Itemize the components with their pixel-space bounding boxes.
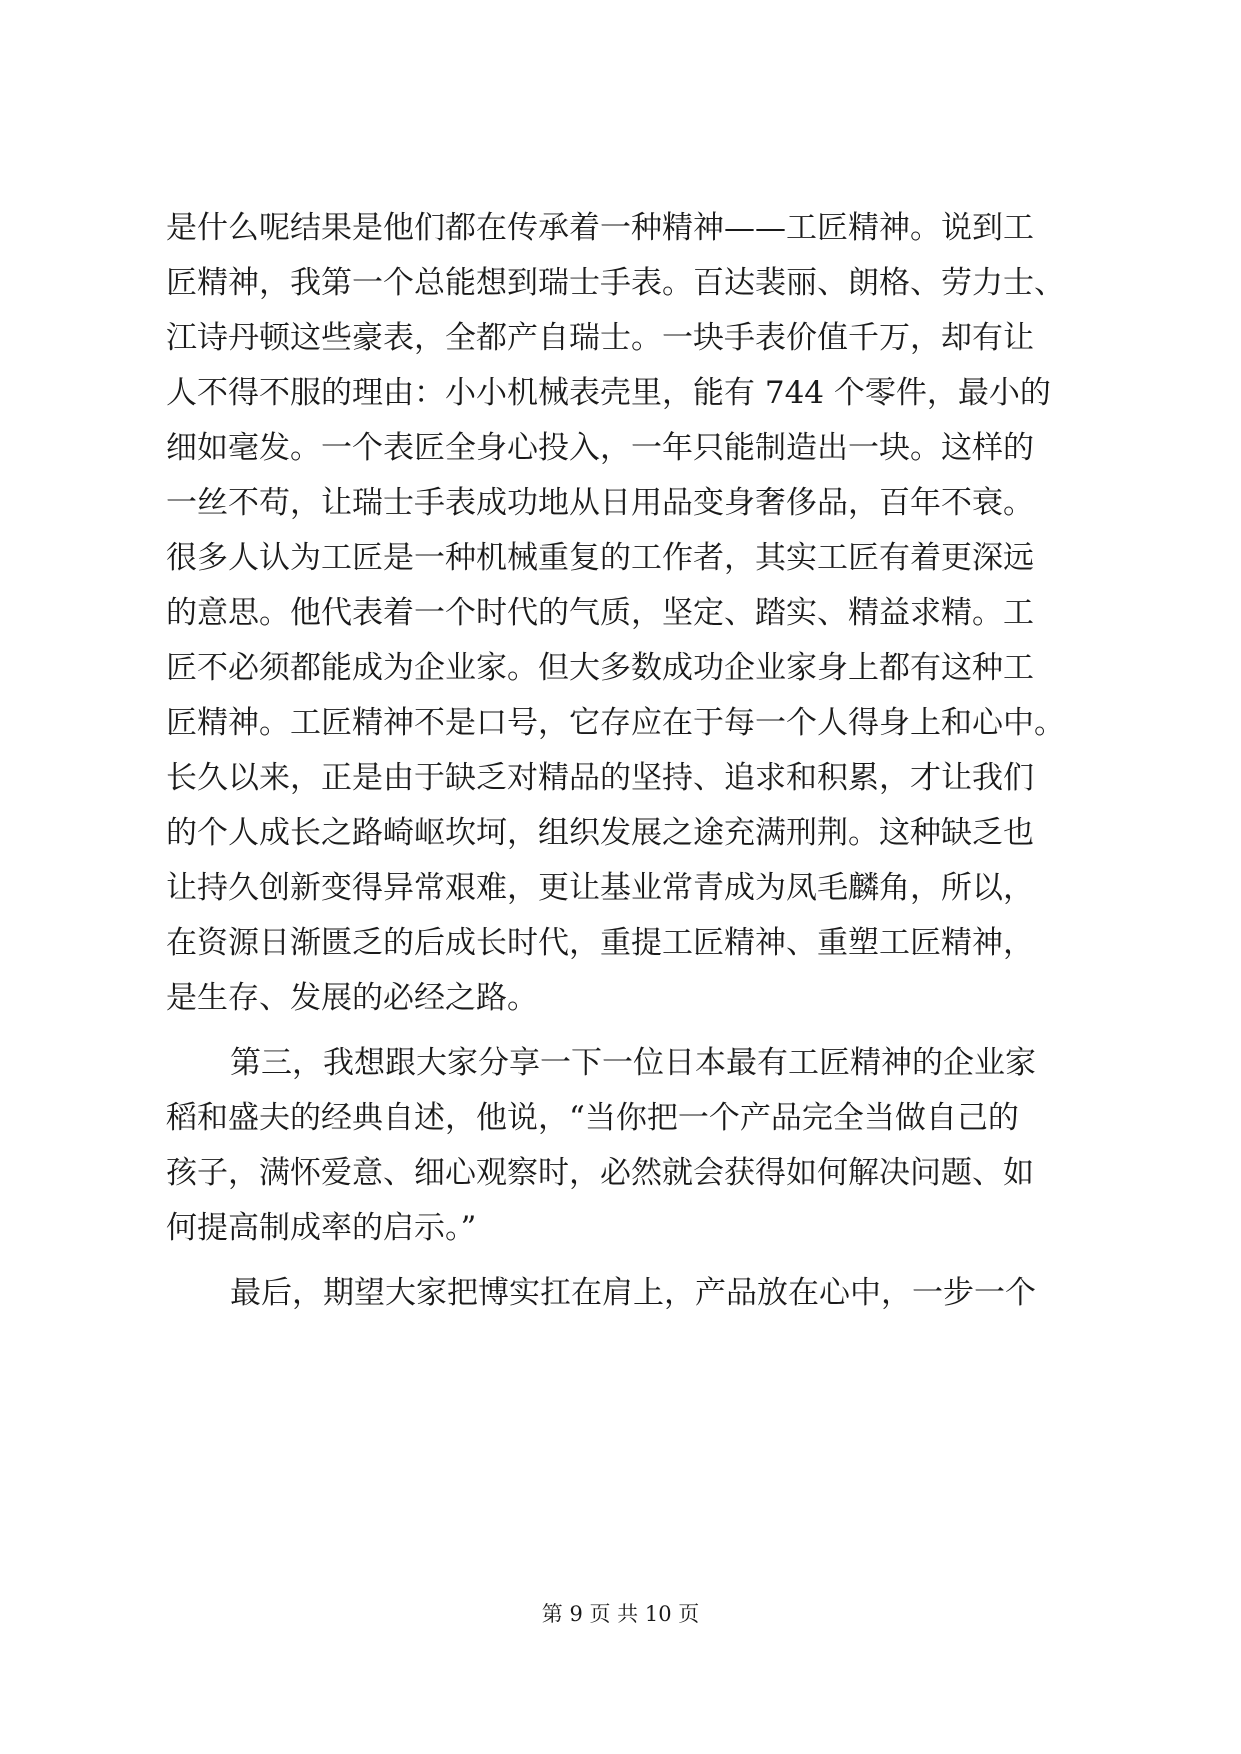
text-line: 的个人成长之路崎岖坎坷，组织发展之途充满刑荆。这种缺乏也: [166, 815, 1034, 851]
paragraph-first-line: 最后，期望大家把博实扛在肩上，产品放在心中，一步一个: [230, 1275, 1036, 1311]
text-line: 匠不必须都能成为企业家。但大多数成功企业家身上都有这种工: [166, 650, 1034, 686]
text-line: 人不得不服的理由：小小机械表壳里，能有 744 个零件，最小的: [166, 375, 1051, 411]
text-line: 是什么呢结果是他们都在传承着一种精神——工匠精神。说到工: [166, 210, 1034, 246]
text-line: 让持久创新变得异常艰难，更让基业常青成为凤毛麟角，所以，: [166, 870, 1034, 906]
page-footer: 第 9 页 共 10 页: [541, 1602, 700, 1626]
text-line: 孩子，满怀爱意、细心观察时，必然就会获得如何解决问题、如: [166, 1155, 1034, 1191]
text-line: 细如毫发。一个表匠全身心投入，一年只能制造出一块。这样的: [166, 430, 1034, 466]
text-line: 的意思。他代表着一个时代的气质，坚定、踏实、精益求精。工: [166, 595, 1034, 631]
paragraph-first-line: 第三，我想跟大家分享一下一位日本最有工匠精神的企业家: [230, 1045, 1036, 1081]
text-line: 何提高制成率的启示。”: [166, 1210, 477, 1246]
text-line: 稻和盛夫的经典自述，他说，“当你把一个产品完全当做自己的: [166, 1100, 1019, 1136]
text-line: 一丝不苟，让瑞士手表成功地从日用品变身奢侈品，百年不衰。: [166, 485, 1034, 521]
text-line: 江诗丹顿这些豪表，全都产自瑞士。一块手表价值千万，却有让: [166, 320, 1034, 356]
text-line: 在资源日渐匮乏的后成长时代，重提工匠精神、重塑工匠精神，: [166, 925, 1034, 961]
text-line: 很多人认为工匠是一种机械重复的工作者，其实工匠有着更深远: [166, 540, 1034, 576]
text-line: 匠精神。工匠精神不是口号，它存应在于每一个人得身上和心中。: [166, 705, 1065, 741]
text-line: 长久以来，正是由于缺乏对精品的坚持、追求和积累，才让我们: [166, 760, 1034, 796]
text-line: 匠精神，我第一个总能想到瑞士手表。百达裴丽、朗格、劳力士、: [166, 265, 1065, 301]
text-line: 是生存、发展的必经之路。: [166, 980, 538, 1016]
